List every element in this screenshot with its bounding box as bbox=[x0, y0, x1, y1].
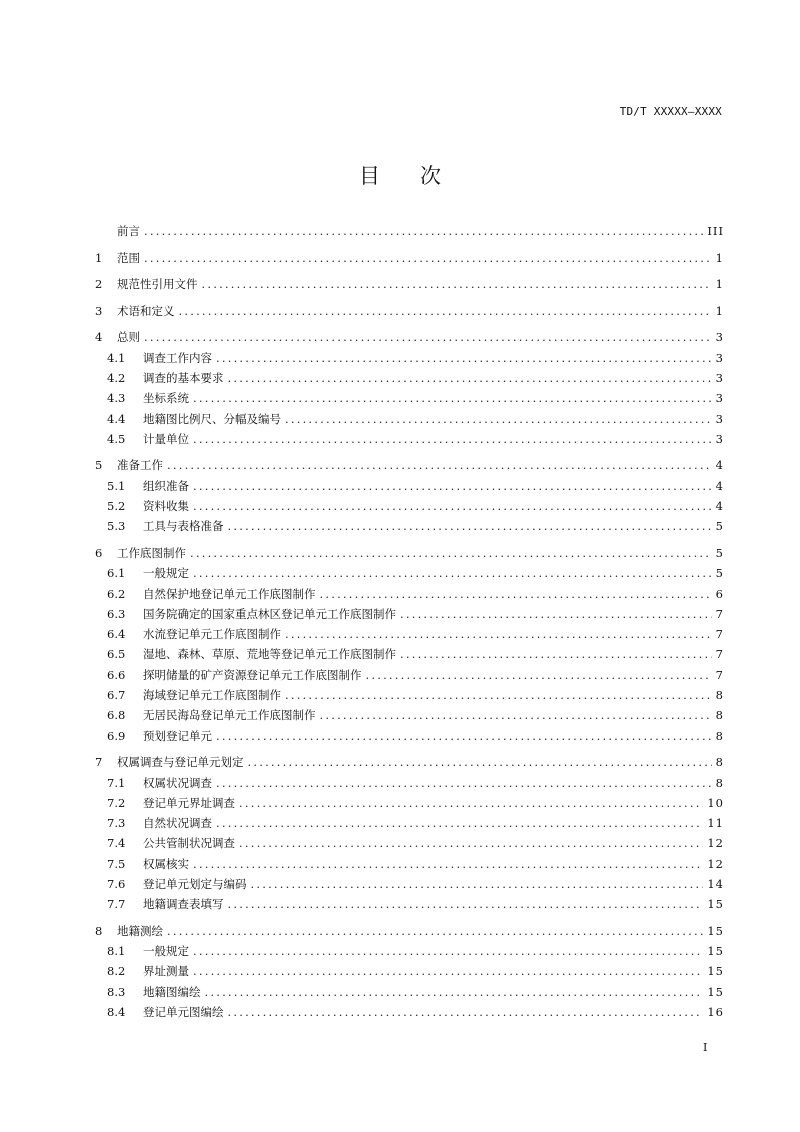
toc-section-entry[interactable] bbox=[95, 705, 724, 725]
table-of-contents bbox=[95, 221, 724, 1022]
toc-leader-dots bbox=[400, 604, 712, 624]
toc-entry-page: 1 bbox=[715, 250, 724, 265]
toc-entry-number: 5.2 bbox=[107, 499, 126, 514]
toc-chapter-entry[interactable] bbox=[95, 921, 724, 941]
toc-entry-page: 3 bbox=[715, 350, 724, 365]
toc-section-entry[interactable] bbox=[95, 388, 724, 408]
toc-entry-label: 登记单元划定与编码 bbox=[143, 876, 247, 891]
toc-entry-number: 8.2 bbox=[107, 964, 126, 979]
toc-chapter-entry[interactable] bbox=[95, 248, 724, 268]
toc-entry-number: 5.1 bbox=[107, 478, 126, 493]
toc-leader-dots bbox=[285, 409, 712, 429]
page-number: I bbox=[703, 1041, 708, 1054]
toc-leader-dots bbox=[202, 274, 712, 294]
toc-entry-label: 工具与表格准备 bbox=[143, 519, 224, 534]
toc-entry-page: 7 bbox=[715, 606, 724, 621]
toc-entry-page: 5 bbox=[715, 566, 724, 581]
toc-entry-label: 无居民海岛登记单元工作底图制作 bbox=[143, 708, 316, 723]
toc-entry-label: 权属核实 bbox=[143, 856, 189, 871]
toc-entry-page: 1 bbox=[715, 277, 724, 292]
toc-entry-label: 前言 bbox=[117, 224, 140, 238]
toc-entry-label: 地籍图编绘 bbox=[143, 984, 201, 999]
toc-entry-page: 3 bbox=[715, 431, 724, 446]
toc-entry-number: 7.5 bbox=[107, 856, 126, 871]
toc-entry-page: 15 bbox=[707, 984, 724, 999]
toc-leader-dots bbox=[320, 584, 712, 604]
toc-entry-page: 16 bbox=[707, 1005, 724, 1020]
toc-entry-page: 5 bbox=[715, 545, 724, 560]
toc-entry-page: 3 bbox=[715, 370, 724, 385]
toc-entry-label: 自然保护地登记单元工作底图制作 bbox=[143, 586, 316, 601]
toc-entry-number: 3 bbox=[95, 303, 103, 318]
toc-entry-page: 10 bbox=[707, 795, 724, 810]
toc-entry-page: 15 bbox=[707, 944, 724, 959]
toc-leader-dots bbox=[216, 348, 712, 368]
toc-entry-label: 权属调查与登记单元划定 bbox=[117, 755, 244, 770]
toc-entry-page: 3 bbox=[715, 330, 724, 345]
toc-entry-number: 6 bbox=[95, 545, 103, 560]
toc-leader-dots bbox=[248, 752, 712, 772]
toc-chapter-entry[interactable] bbox=[95, 543, 724, 563]
toc-leader-dots bbox=[216, 813, 703, 833]
toc-section-entry[interactable] bbox=[95, 982, 724, 1002]
toc-entry-page: 3 bbox=[715, 391, 724, 406]
toc-leader-dots bbox=[228, 894, 704, 914]
toc-entry-page: III bbox=[707, 224, 724, 238]
toc-entry-number: 6.1 bbox=[107, 566, 126, 581]
toc-entry-label: 准备工作 bbox=[117, 458, 163, 473]
toc-entry-number: 4.2 bbox=[107, 370, 126, 385]
toc-section-entry[interactable] bbox=[95, 604, 724, 624]
toc-entry-label: 自然状况调查 bbox=[143, 816, 212, 831]
toc-entry-label: 术语和定义 bbox=[117, 303, 175, 318]
toc-leader-dots bbox=[190, 543, 712, 563]
toc-section-entry[interactable] bbox=[95, 496, 724, 516]
toc-chapter-entry[interactable] bbox=[95, 327, 724, 347]
toc-entry-number: 6.3 bbox=[107, 606, 126, 621]
toc-entry-label: 工作底图制作 bbox=[117, 545, 186, 560]
toc-leader-dots bbox=[193, 854, 703, 874]
toc-leader-dots bbox=[193, 496, 712, 516]
toc-entry-page: 8 bbox=[715, 755, 724, 770]
toc-entry-page: 7 bbox=[715, 627, 724, 642]
toc-entry-number: 7.4 bbox=[107, 836, 126, 851]
toc-leader-dots bbox=[193, 941, 703, 961]
toc-section-entry[interactable] bbox=[95, 584, 724, 604]
toc-leader-dots bbox=[216, 773, 712, 793]
toc-section-entry[interactable] bbox=[95, 409, 724, 429]
toc-section-entry[interactable] bbox=[95, 348, 724, 368]
toc-entry-number: 4 bbox=[95, 330, 103, 345]
toc-leader-dots bbox=[285, 685, 712, 705]
toc-chapter-entry[interactable] bbox=[95, 301, 724, 321]
toc-entry-label: 湿地、森林、草原、荒地等登记单元工作底图制作 bbox=[143, 647, 396, 662]
toc-entry-page: 3 bbox=[715, 411, 724, 426]
toc-entry-label: 计量单位 bbox=[143, 431, 189, 446]
toc-leader-dots bbox=[216, 726, 712, 746]
toc-entry-page: 8 bbox=[715, 728, 724, 743]
toc-section-entry[interactable] bbox=[95, 773, 724, 793]
toc-entry-number: 6.5 bbox=[107, 647, 126, 662]
toc-leader-dots bbox=[193, 429, 712, 449]
toc-entry-page: 4 bbox=[715, 458, 724, 473]
toc-entry-number: 6.8 bbox=[107, 708, 126, 723]
toc-leader-dots bbox=[228, 1002, 704, 1022]
toc-entry-number: 7.6 bbox=[107, 876, 126, 891]
toc-entry-label: 规范性引用文件 bbox=[117, 277, 198, 292]
toc-leader-dots bbox=[179, 301, 712, 321]
document-code: TD/T XXXXX—XXXX bbox=[619, 105, 722, 118]
toc-section-entry[interactable] bbox=[95, 624, 724, 644]
toc-entry-label: 地籍测绘 bbox=[117, 923, 163, 938]
toc-entry-number: 4.4 bbox=[107, 411, 126, 426]
toc-entry-number: 6.2 bbox=[107, 586, 126, 601]
toc-entry-label: 探明储量的矿产资源登记单元工作底图制作 bbox=[143, 667, 362, 682]
toc-entry-page: 4 bbox=[715, 499, 724, 514]
toc-section-entry[interactable] bbox=[95, 874, 724, 894]
toc-section-entry[interactable] bbox=[95, 833, 724, 853]
toc-entry-number: 1 bbox=[95, 250, 103, 265]
toc-entry-page: 5 bbox=[715, 519, 724, 534]
toc-section-entry[interactable] bbox=[95, 516, 724, 536]
toc-section-entry[interactable] bbox=[95, 368, 724, 388]
toc-entry-number: 7.3 bbox=[107, 816, 126, 831]
toc-entry-label: 界址测量 bbox=[143, 964, 189, 979]
toc-leader-dots bbox=[205, 982, 704, 1002]
toc-leader-dots bbox=[167, 921, 703, 941]
toc-entry-page: 8 bbox=[715, 775, 724, 790]
toc-entry-label: 地籍调查表填写 bbox=[143, 897, 224, 912]
toc-leader-dots bbox=[144, 221, 703, 241]
toc-leader-dots bbox=[167, 455, 712, 475]
toc-leader-dots bbox=[366, 665, 712, 685]
toc-entry-label: 资料收集 bbox=[143, 499, 189, 514]
toc-entry-page: 15 bbox=[707, 923, 724, 938]
toc-entry-number: 2 bbox=[95, 277, 103, 292]
toc-entry-page: 7 bbox=[715, 647, 724, 662]
toc-entry-number: 5 bbox=[95, 458, 103, 473]
toc-section-entry[interactable] bbox=[95, 793, 724, 813]
toc-leader-dots bbox=[228, 516, 712, 536]
toc-entry-label: 地籍图比例尺、分幅及编号 bbox=[143, 411, 281, 426]
toc-entry-page: 6 bbox=[715, 586, 724, 601]
toc-entry-label: 公共管制状况调查 bbox=[143, 836, 235, 851]
toc-entry-label: 预划登记单元 bbox=[143, 728, 212, 743]
toc-entry-number: 6.6 bbox=[107, 667, 126, 682]
toc-entry-number: 7.2 bbox=[107, 795, 126, 810]
toc-leader-dots bbox=[144, 248, 712, 268]
toc-entry-label: 登记单元图编绘 bbox=[143, 1005, 224, 1020]
toc-leader-dots bbox=[193, 961, 703, 981]
toc-entry-label: 总则 bbox=[117, 330, 140, 345]
toc-entry-label: 调查的基本要求 bbox=[143, 370, 224, 385]
toc-entry-page: 4 bbox=[715, 478, 724, 493]
toc-entry-number: 8.4 bbox=[107, 1005, 126, 1020]
toc-entry-page: 8 bbox=[715, 688, 724, 703]
toc-entry-page: 1 bbox=[715, 303, 724, 318]
toc-entry-page: 15 bbox=[707, 964, 724, 979]
toc-entry-number: 4.5 bbox=[107, 431, 126, 446]
toc-entry-label: 一般规定 bbox=[143, 944, 189, 959]
toc-entry-label: 坐标系统 bbox=[143, 391, 189, 406]
toc-leader-dots bbox=[239, 833, 703, 853]
toc-entry-label: 国务院确定的国家重点林区登记单元工作底图制作 bbox=[143, 606, 396, 621]
toc-section-entry[interactable] bbox=[95, 854, 724, 874]
toc-section-entry[interactable] bbox=[95, 894, 724, 914]
toc-entry-label: 组织准备 bbox=[143, 478, 189, 493]
toc-section-entry[interactable] bbox=[95, 1002, 724, 1022]
toc-leader-dots bbox=[320, 705, 712, 725]
toc-entry-page: 7 bbox=[715, 667, 724, 682]
toc-section-entry[interactable] bbox=[95, 476, 724, 496]
toc-section-entry[interactable] bbox=[95, 813, 724, 833]
toc-entry-number: 6.7 bbox=[107, 688, 126, 703]
toc-section-entry[interactable] bbox=[95, 726, 724, 746]
toc-leader-dots bbox=[144, 327, 712, 347]
toc-leader-dots bbox=[193, 476, 712, 496]
toc-entry-label: 范围 bbox=[117, 250, 140, 265]
toc-entry-page: 12 bbox=[707, 836, 724, 851]
toc-section-entry[interactable] bbox=[95, 685, 724, 705]
toc-entry-number: 8.3 bbox=[107, 984, 126, 999]
toc-leader-dots bbox=[193, 563, 712, 583]
toc-entry-label: 海域登记单元工作底图制作 bbox=[143, 688, 281, 703]
toc-entry-label: 水流登记单元工作底图制作 bbox=[143, 627, 281, 642]
toc-entry-number: 4.1 bbox=[107, 350, 126, 365]
toc-entry-label: 权属状况调查 bbox=[143, 775, 212, 790]
toc-leader-dots bbox=[400, 644, 712, 664]
toc-entry-number: 7 bbox=[95, 755, 103, 770]
toc-leader-dots bbox=[285, 624, 712, 644]
toc-entry-number: 8 bbox=[95, 923, 103, 938]
toc-entry-label: 登记单元界址调查 bbox=[143, 795, 235, 810]
toc-leader-dots bbox=[239, 793, 703, 813]
toc-chapter-entry[interactable] bbox=[95, 752, 724, 772]
toc-section-entry[interactable] bbox=[95, 429, 724, 449]
toc-entry-page: 15 bbox=[707, 897, 724, 912]
toc-entry-number: 7.7 bbox=[107, 897, 126, 912]
toc-section-entry[interactable] bbox=[95, 961, 724, 981]
toc-entry-page: 14 bbox=[707, 876, 724, 891]
toc-entry-number: 6.4 bbox=[107, 627, 126, 642]
toc-leader-dots bbox=[193, 388, 712, 408]
toc-leader-dots bbox=[251, 874, 704, 894]
toc-chapter-entry[interactable] bbox=[95, 274, 724, 294]
toc-chapter-entry[interactable] bbox=[95, 221, 724, 241]
toc-leader-dots bbox=[228, 368, 712, 388]
toc-entry-number: 5.3 bbox=[107, 519, 126, 534]
page-title: 目次 bbox=[359, 164, 481, 188]
toc-chapter-entry[interactable] bbox=[95, 455, 724, 475]
toc-entry-label: 一般规定 bbox=[143, 566, 189, 581]
toc-section-entry[interactable] bbox=[95, 644, 724, 664]
toc-entry-number: 6.9 bbox=[107, 728, 126, 743]
toc-entry-number: 8.1 bbox=[107, 944, 126, 959]
toc-entry-label: 调查工作内容 bbox=[143, 350, 212, 365]
toc-entry-page: 12 bbox=[707, 856, 724, 871]
toc-entry-number: 7.1 bbox=[107, 775, 126, 790]
toc-entry-number: 4.3 bbox=[107, 391, 126, 406]
toc-section-entry[interactable] bbox=[95, 563, 724, 583]
toc-entry-page: 11 bbox=[707, 816, 724, 831]
toc-entry-page: 8 bbox=[715, 708, 724, 723]
toc-section-entry[interactable] bbox=[95, 665, 724, 685]
toc-section-entry[interactable] bbox=[95, 941, 724, 961]
